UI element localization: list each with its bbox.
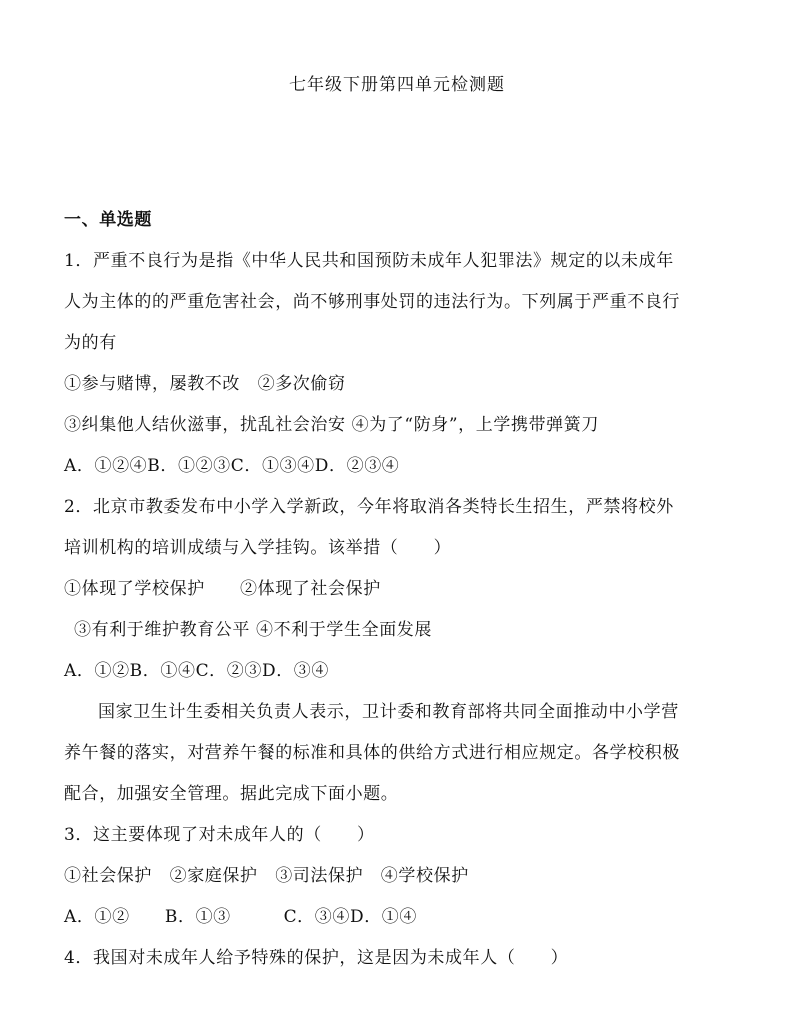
question-3-line-1: 3．这主要体现了对未成年人的（ ）	[64, 825, 375, 845]
question-3-choices: A．①② B．①③ C．③④D．①④	[64, 907, 418, 927]
passage-line-2: 养午餐的落实，对营养午餐的标准和具体的供给方式进行相应规定。各学校积极	[64, 743, 680, 763]
question-1-line-2: 人为主体的的严重危害社会，尚不够刑事处罚的违法行为。下列属于严重不良行	[64, 292, 680, 312]
passage-line-3: 配合，加强安全管理。据此完成下面小题。	[64, 784, 399, 804]
document-title: 七年级下册第四单元检测题	[289, 75, 505, 95]
section-heading: 一、单选题	[64, 210, 152, 230]
question-3-options: ①社会保护 ②家庭保护 ③司法保护 ④学校保护	[64, 866, 469, 886]
question-2-choices: A．①②B．①④C．②③D．③④	[64, 661, 330, 681]
question-2-line-1: 2．北京市教委发布中小学入学新政，今年将取消各类特长生招生，严禁将校外	[64, 497, 674, 517]
document-body	[64, 200, 744, 979]
question-1-line-1: 1．严重不良行为是指《中华人民共和国预防未成年人犯罪法》规定的以未成年	[64, 251, 674, 271]
question-1-line-3: 为的有	[64, 333, 117, 353]
passage-line-1: 国家卫生计生委相关负责人表示，卫计委和教育部将共同全面推动中小学营	[98, 702, 679, 722]
question-2-option-line-2: ③有利于维护教育公平 ④不利于学生全面发展	[74, 620, 433, 640]
question-4-line-1: 4．我国对未成年人给予特殊的保护，这是因为未成年人（ ）	[64, 948, 569, 968]
question-2-line-2: 培训机构的培训成绩与入学挂钩。该举措（ ）	[64, 538, 452, 558]
question-1-option-line-2: ③纠集他人结伙滋事，扰乱社会治安 ④为了“防身”，上学携带弹簧刀	[64, 415, 599, 435]
question-1-option-line-1: ①参与赌博，屡教不改 ②多次偷窃	[64, 374, 346, 394]
question-1-choices: A．①②④B．①②③C．①③④D．②③④	[64, 456, 400, 476]
question-2-option-line-1: ①体现了学校保护 ②体现了社会保护	[64, 579, 381, 599]
